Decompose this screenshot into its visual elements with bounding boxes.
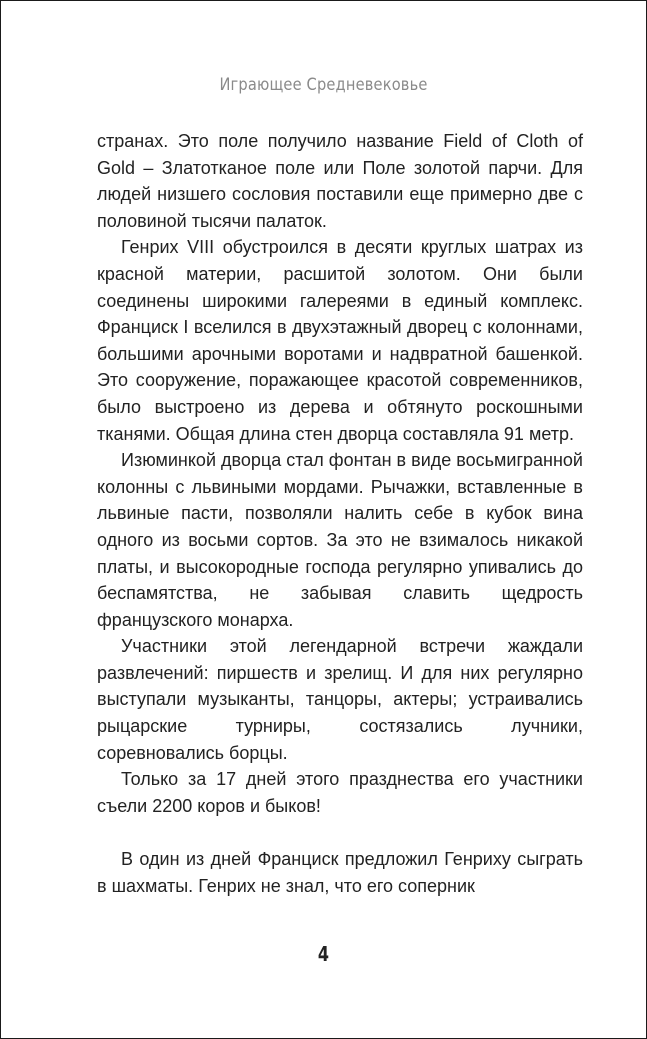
running-head: Играющее Средневековье <box>219 75 428 95</box>
paragraph-1: странах. Это поле получило название Field of Cloth of Gold – Златотканое поле или Поле золотой парчи. Для людей низшего сословия поставили еще примерно две с половиной тысячи палаток. <box>97 131 583 231</box>
paragraph-5: Только за 17 дней этого празднества его участники съели 2200 коров и быков! <box>97 769 583 816</box>
paragraph-2: Генрих VIII обустроился в десяти круглых шатрах из красной материи, расшитой золотом. Они были соединены широкими галереями в единый комплекс. Франциск I вселился в двухэтажный дворец с колоннами, большими арочными воротами и надвратной башенкой. Это сооружение, поражающее красотой современников, было выстроено из дерева и обтянуто роскошными тканями. Общая длина стен дворца составляла 91 метр. <box>97 237 583 444</box>
body-text <box>97 128 583 899</box>
paragraph-3: Изюминкой дворца стал фонтан в виде восьмигранной колонны с львиными мордами. Рычажки, вставленные в львиные пасти, позволяли налить себе в кубок вина одного из восьми сортов. За это не взималось никакой платы, и высокородные господа регулярно упивались до беспамятства, не забывая славить щедрость французского монарха. <box>97 450 583 630</box>
paragraph-4: Участники этой легендарной встречи жаждали развлечений: пиршеств и зрелищ. И для них регулярно выступали музыканты, танцоры, актеры; устраивались рыцарские турниры, состязались лучники, соревновались борцы. <box>97 636 583 763</box>
paragraph-6: В один из дней Франциск предложил Генриху сыграть в шахматы. Генрих не знал, что его соперник <box>97 849 583 896</box>
page-number: 4 <box>317 942 330 966</box>
